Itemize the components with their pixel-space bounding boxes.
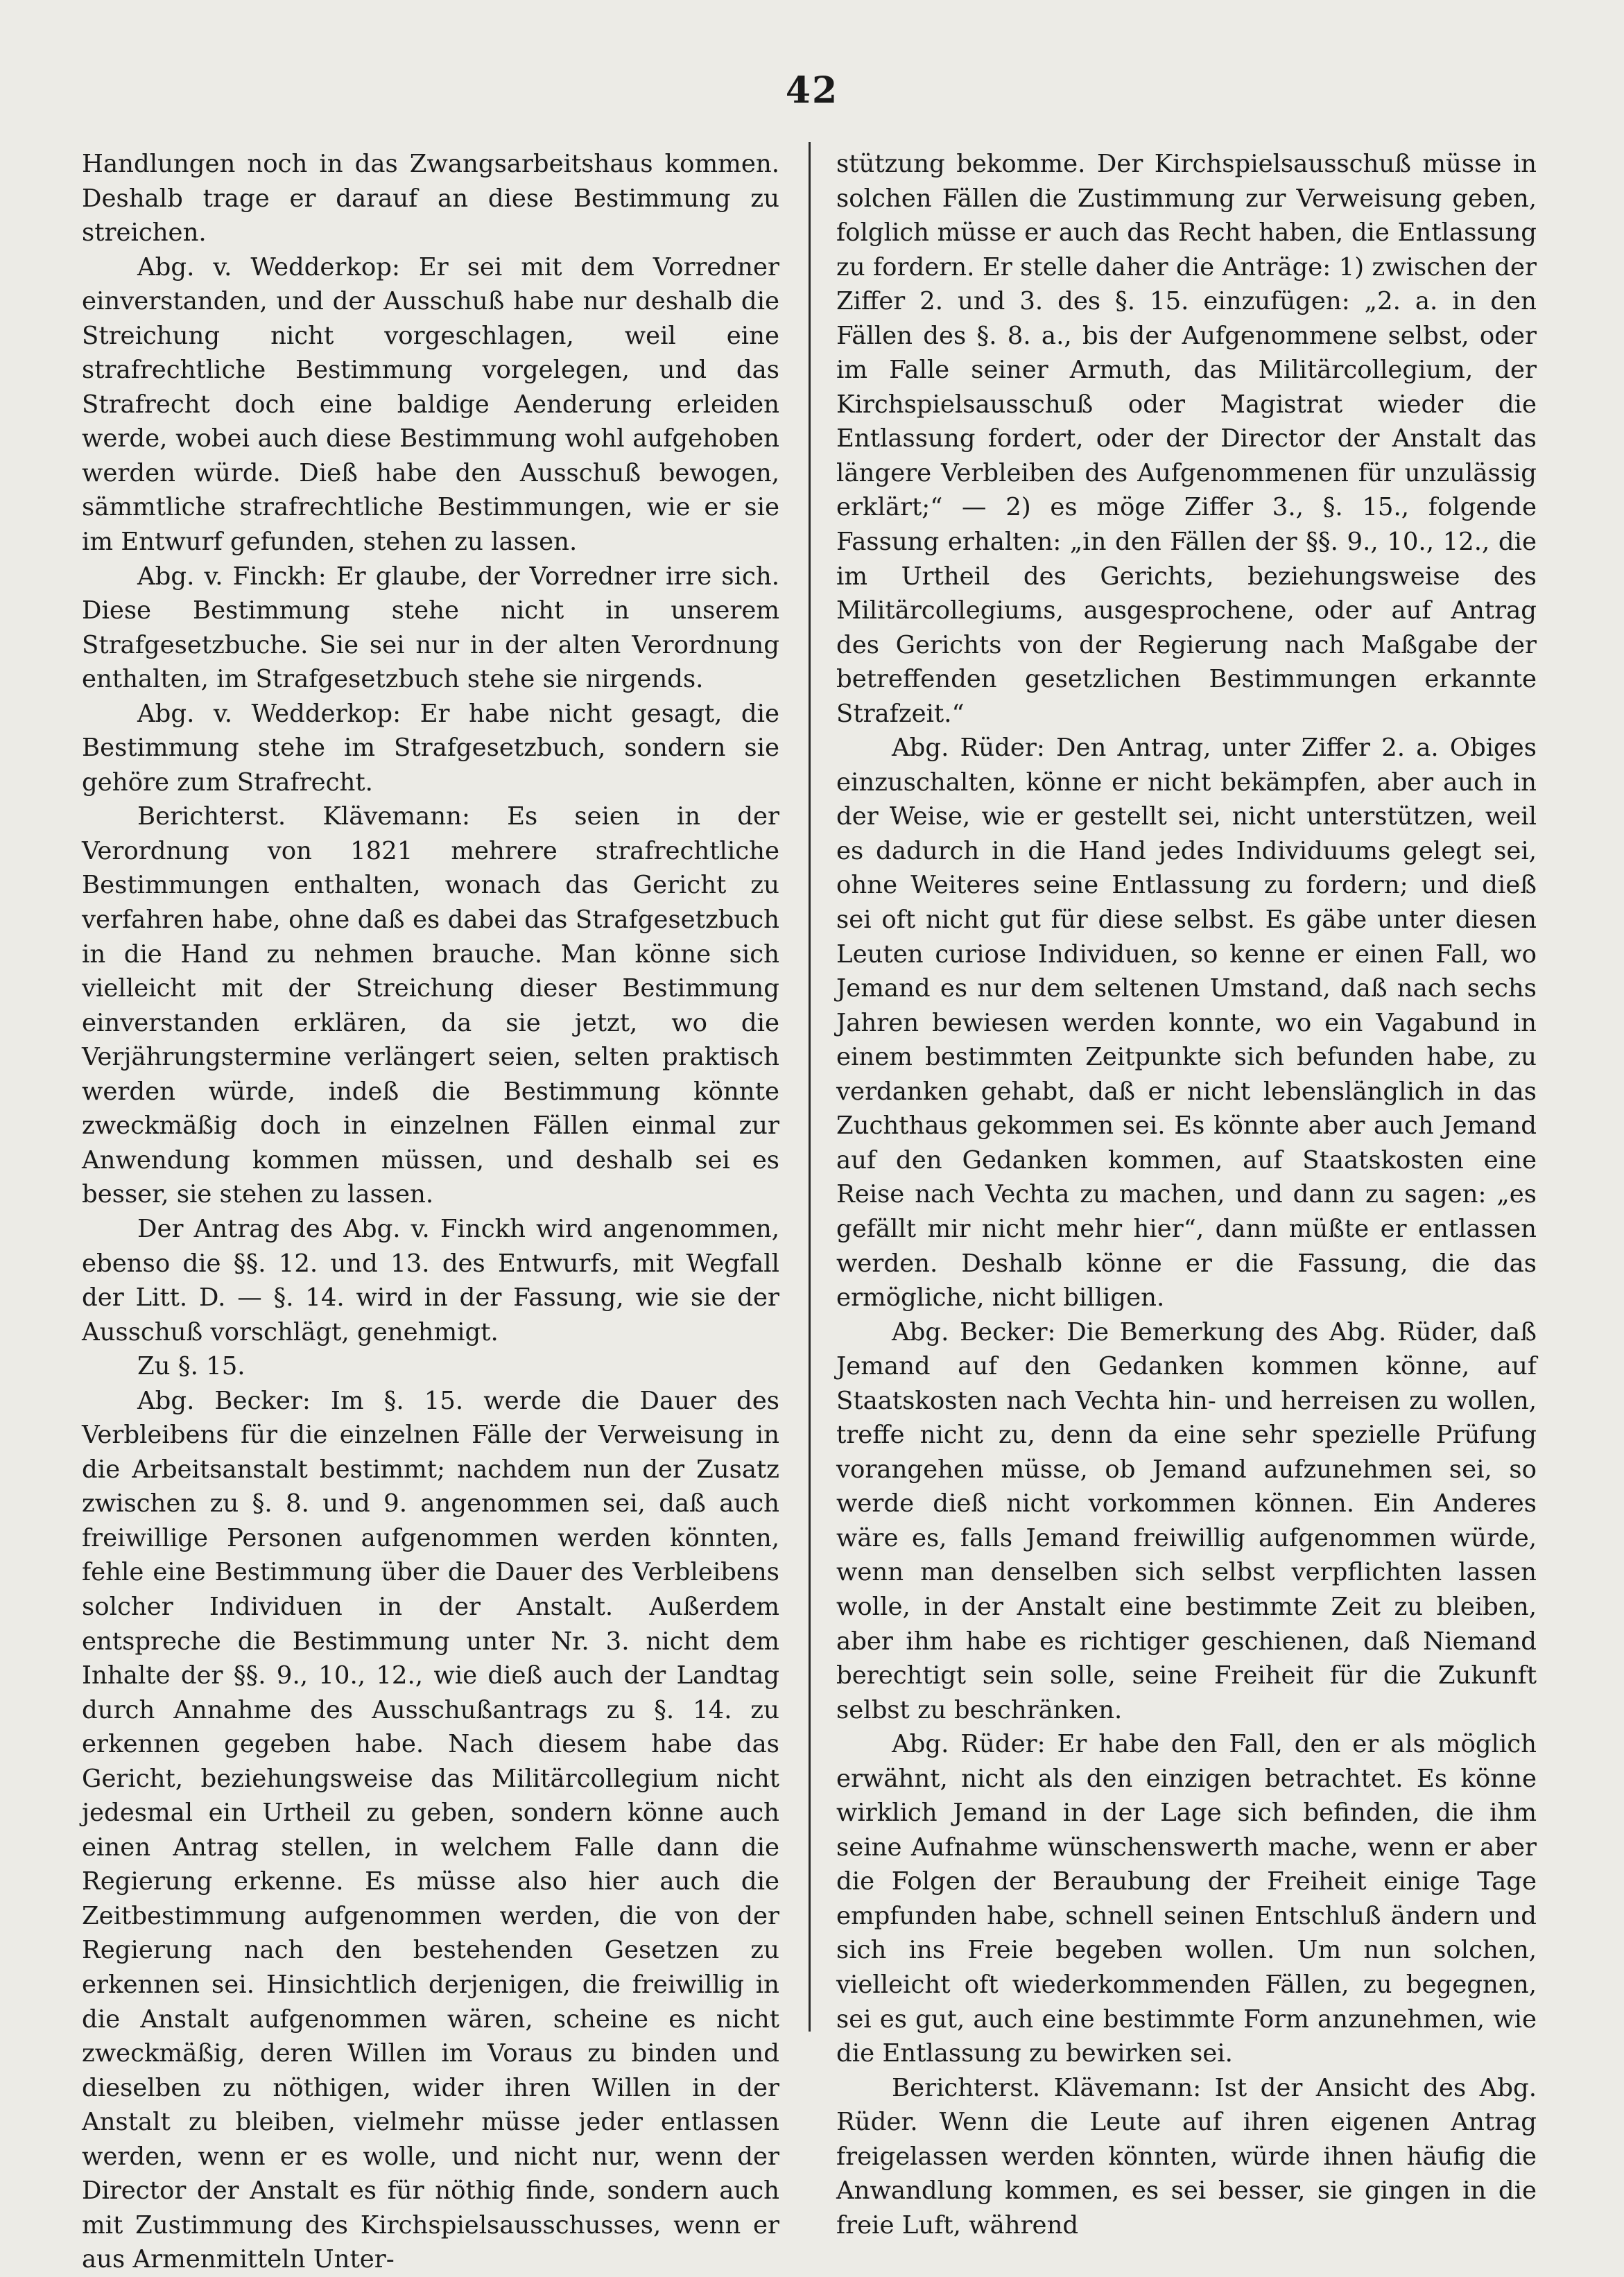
paragraph: Abg. v. Wedderkop: Er habe nicht gesagt, die Bestimmung stehe im Strafgesetzbuch, sondern sie gehöre zum Strafrecht. [82,699,779,797]
paragraph: Der Antrag des Abg. v. Finckh wird angenommen, ebenso die §§. 12. und 13. des Entwurfs, mit Wegfall der Litt. D. — §. 14. wird in der Fassung, wie sie der Ausschuß vorschlägt, genehmigt. [82,1214,779,1347]
paragraph: Abg. Becker: Im §. 15. werde die Dauer des Verbleibens für die einzelnen Fälle der Verweisung in die Arbeitsanstalt bestimmt; nachdem nun der Zusatz zwischen zu §. 8. und 9. angenommen sei, daß auch freiwillige Personen aufgenommen werden könnten, fehle eine Bestimmung über die Dauer des Verbleibens solcher Individuen in der Anstalt. Außerdem entspreche die Bestimmung unter Nr. 3. nicht dem Inhalte der §§. 9., 10., 12., wie dieß auch der Landtag durch Annahme des Ausschußantrags zu §. 14. zu erkennen gegeben habe. Nach diesem habe das Gericht, beziehungsweise das Militärcollegium nicht jedesmal ein Urtheil zu geben, sondern könne auch einen Antrag stellen, in welchem Falle dann die Regierung erkenne. Es müsse also hier auch die Zeitbestimmung aufgenommen werden, die von der Regierung nach den bestehenden Gesetzen zu erkennen sei. Hinsichtlich derjenigen, die freiwillig in die Anstalt aufgenommen wären, scheine es nicht zweckmäßig, deren Willen im Voraus zu binden und dieselben zu nöthigen, wider ihren Willen in der Anstalt zu bleiben, vielmehr müsse jeder entlassen werden, wenn er es wolle, und nicht nur, wenn der Director der Anstalt es für nöthig finde, sondern auch mit Zustimmung des Kirchspielsausschusses, wenn er aus Armenmitteln Unter- [82,1386,779,2274]
paragraph: Abg. v. Finckh: Er glaube, der Vorredner irre sich. Diese Bestimmung stehe nicht in unserem Strafgesetzbuche. Sie sei nur in der alten Verordnung enthalten, im Strafgesetzbuch stehe sie nirgends. [82,562,779,694]
paragraph: Handlungen noch in das Zwangsarbeitshaus kommen. Deshalb trage er darauf an diese Bestimmung zu streichen. [82,150,779,248]
paragraph: Berichterst. Klävemann: Es seien in der Verordnung von 1821 mehrere strafrechtliche Bestimmungen enthalten, wonach das Gericht zu verfahren habe, ohne daß es dabei das Strafgesetzbuch in die Hand zu nehmen brauche. Man könne sich vielleicht mit der Streichung dieser Bestimmung einverstanden erklären, da sie jetzt, wo die Verjährungstermine verlängert seien, selten praktisch werden würde, indeß die Bestimmung könnte zweckmäßig doch in einzelnen Fällen einmal zur Anwendung kommen müssen, und deshalb sei es besser, sie stehen zu lassen. [82,802,779,1209]
paragraph: Abg. Becker: Die Bemerkung des Abg. Rüder, daß Jemand auf den Gedanken kommen könne, auf Staatskosten nach Vechta hin- und herreisen zu wollen, treffe nicht zu, denn da eine sehr spezielle Prüfung vorangehen müsse, ob Jemand aufzunehmen sei, so werde dieß nicht vorkommen können. Ein Anderes wäre es, falls Jemand freiwillig aufgenommen würde, wenn man denselben sich selbst verpflichten lassen wolle, in der Anstalt eine bestimmte Zeit zu bleiben, aber ihm habe es richtiger geschienen, daß Niemand berechtigt sein solle, seine Freiheit für die Zukunft selbst zu beschränken. [836,1317,1537,1724]
section-heading: Zu §. 15. [137,1352,245,1381]
paragraph: Abg. v. Wedderkop: Er sei mit dem Vorredner einverstanden, und der Ausschuß habe nur deshalb die Streichung nicht vorgeschlagen, weil eine strafrechtliche Bestimmung vorgelegen, und das Strafrecht doch eine baldige Aenderung erleiden werde, wobei auch diese Bestimmung wohl aufgehoben werden würde. Dieß habe den Ausschuß bewogen, sämmtliche strafrechtliche Bestimmungen, wie er sie im Entwurf gefunden, stehen zu lassen. [82,252,779,557]
paragraph: Abg. Rüder: Den Antrag, unter Ziffer 2. a. Obiges einzuschalten, könne er nicht bekämpfen, aber auch in der Weise, wie er gestellt sei, nicht unterstützen, weil es dadurch in die Hand jedes Individuums gelegt sei, ohne Weiteres seine Entlassung zu fordern; und dieß sei oft nicht gut für diese selbst. Es gäbe unter diesen Leuten curiose Individuen, so kenne er einen Fall, wo Jemand es nur dem seltenen Umstand, daß nach sechs Jahren bewiesen werden konnte, wo ein Vagabund in einem bestimmten Zeitpunkte sich befunden habe, zu verdanken gehabt, daß er nicht lebenslänglich in das Zuchthaus gekommen sei. Es könnte aber auch Jemand auf den Gedanken kommen, auf Staatskosten eine Reise nach Vechta zu machen, und dann zu sagen: „es gefällt mir nicht mehr hier“, dann müßte er entlassen werden. Deshalb könne er die Fassung, die das ermögliche, nicht billigen. [836,734,1537,1313]
page-number: 42 [785,69,839,112]
paragraph: stützung bekomme. Der Kirchspielsausschuß müsse in solchen Fällen die Zustimmung zur Verweisung geben, folglich müsse er auch das Recht haben, die Entlassung zu fordern. Er stelle daher die Anträge: 1) zwischen der Ziffer 2. und 3. des §. 15. einzufügen: „2. a. in den Fällen des §. 8. a., bis der Aufgenommene selbst, oder im Falle seiner Armuth, das Militärcollegium, der Kirchspielsausschuß oder Magistrat wieder die Entlassung fordert, oder der Director der Anstalt das längere Verbleiben des Aufgenommenen für unzulässig erklärt;“ — 2) es möge Ziffer 3., §. 15., folgende Fassung erhalten: „in den Fällen der §§. 9., 10., 12., die im Urtheil des Gerichts, beziehungsweise des Militärcollegiums, ausgesprochene, oder auf Antrag des Gerichts von der Regierung nach Maßgabe der betreffenden gesetzlichen Bestimmungen erkannte Strafzeit.“ [836,150,1537,728]
right-column [836,147,1537,2242]
left-column [82,147,779,2277]
paragraph: Abg. Rüder: Er habe den Fall, den er als möglich erwähnt, nicht als den einzigen betrachtet. Es könne wirklich Jemand in der Lage sich befinden, die ihm seine Aufnahme wünschenswerth mache, wenn er aber die Folgen der Beraubung der Freiheit einige Tage empfunden habe, schnell seinen Entschluß ändern und sich ins Freie begeben wollen. Um nun solchen, vielleicht oft wiederkommenden Fällen, zu begegnen, sei es gut, auch eine bestimmte Form anzunehmen, wie die Entlassung zu bewirken sei. [836,1730,1537,2068]
column-divider [809,142,811,2032]
paragraph: Berichterst. Klävemann: Ist der Ansicht des Abg. Rüder. Wenn die Leute auf ihren eigenen Antrag freigelassen werden könnten, würde ihnen häufig die Anwandlung kommen, es sei besser, sie gingen in die freie Luft, während [836,2073,1537,2240]
